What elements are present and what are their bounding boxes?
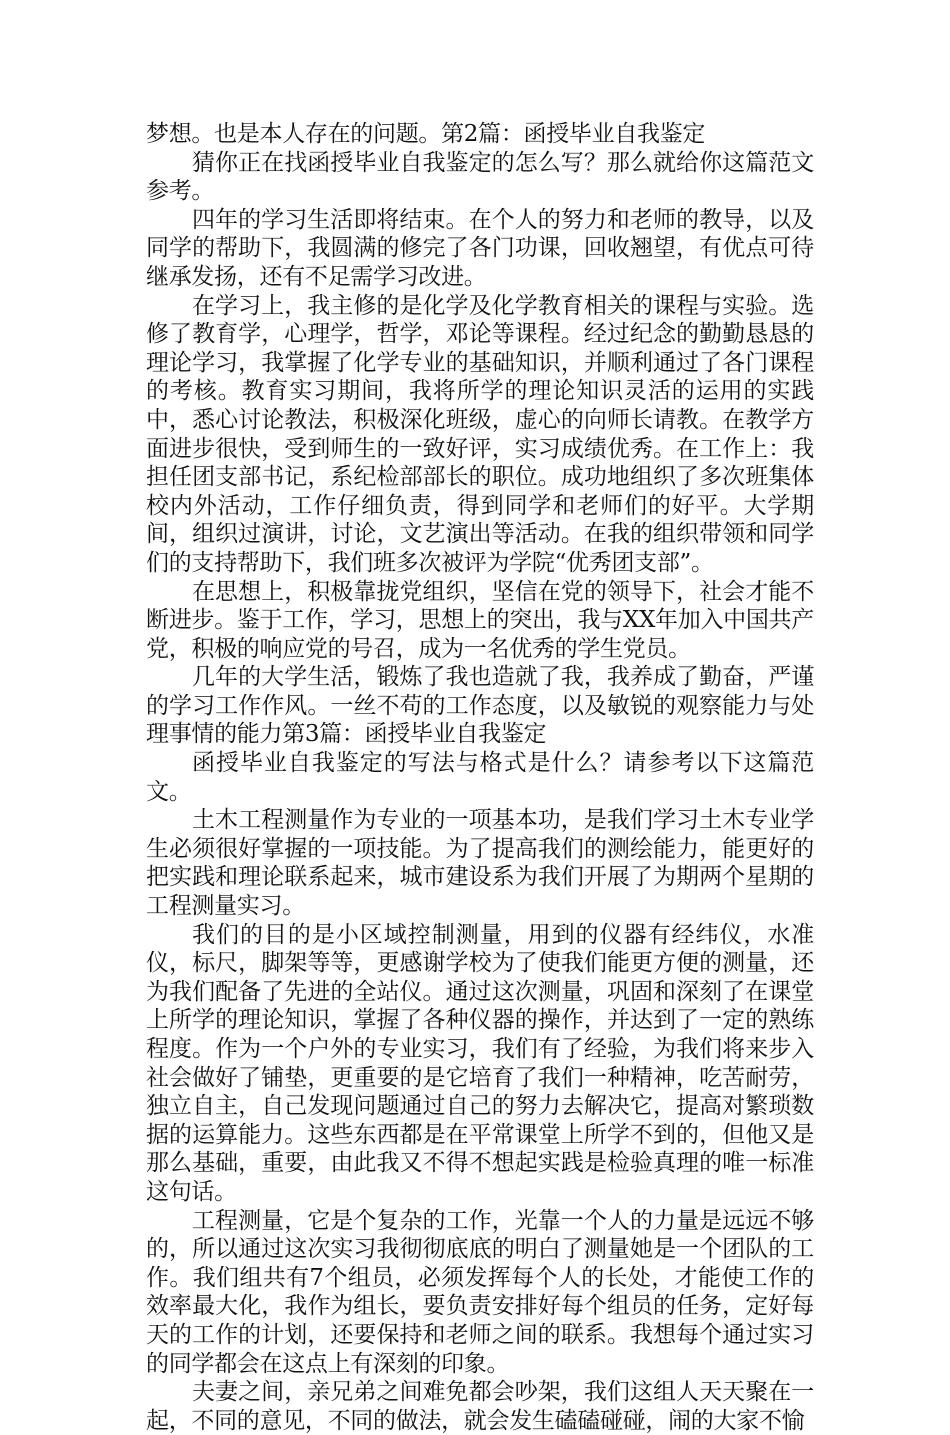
paragraph: 土木工程测量作为专业的一项基本功，是我们学习土木专业学生必须很好掌握的一项技能。为了提高我们的测绘能力，能更好的把实践和理论联系起来，城市建设系为我们开展了为期两个星期的工程测量实习。: [146, 807, 814, 920]
paragraph: 猜你正在找函授毕业自我鉴定的怎么写？那么就给你这篇范文参考。: [146, 149, 814, 205]
paragraph: 我们的目的是小区域控制测量，用到的仪器有经纬仪，水准仪，标尺，脚架等等，更感谢学校为了使我们能更方便的测量，还为我们配备了先进的全站仪。通过这次测量，巩固和深刻了在课堂上所学的理论知识，掌握了各种仪器的操作，并达到了一定的熟练程度。作为一个户外的专业实习，我们有了经验，为我们将来步入社会做好了铺垫，更重要的是它培育了我们一种精神，吃苦耐劳，独立自主，自己发现问题通过自己的努力去解决它，提高对繁琐数据的运算能力。这些东西都是在平常课堂上所学不到的，但他又是那么基础，重要，由此我又不得不想起实践是检验真理的唯一标准这句话。: [146, 921, 814, 1205]
paragraph: 在学习上，我主修的是化学及化学教育相关的课程与实验。选修了教育学，心理学，哲学，邓论等课程。经过纪念的勤勤恳恳的理论学习，我掌握了化学专业的基础知识，并顺利通过了各门课程的考核。教育实习期间，我将所学的理论知识灵活的运用的实践中，悉心讨论教法，积极深化班级，虚心的向师长请教。在教学方面进步很快，受到师生的一致好评，实习成绩优秀。在工作上：我担任团支部书记，系纪检部部长的职位。成功地组织了多次班集体校内外活动，工作仔细负责，得到同学和老师们的好平。大学期间，组织过演讲，讨论，文艺演出等活动。在我的组织带领和同学们的支持帮助下，我们班多次被评为学院“优秀团支部”。: [146, 292, 814, 576]
paragraph: 夫妻之间，亲兄弟之间难免都会吵架，我们这组人天天聚在一起，不同的意见，不同的做法，就会发生磕磕碰碰，闹的大家不愉: [146, 1379, 814, 1434]
paragraph: 函授毕业自我鉴定的写法与格式是什么？请参考以下这篇范文。: [146, 750, 814, 805]
paragraph: 工程测量，它是个复杂的工作，光靠一个人的力量是远远不够的，所以通过这次实习我彻彻底底的明白了测量她是一个团队的工作。我们组共有7个组员，必须发挥每个人的长处，才能使工作的效率最大化，我作为组长，要负责安排好每个组员的任务，定好每天的工作的计划，还要保持和老师之间的联系。我想每个通过实习的同学都会在这点上有深刻的印象。: [146, 1207, 814, 1377]
paragraph: 梦想。也是本人存在的问题。第2篇：函授毕业自我鉴定: [146, 121, 706, 147]
document-body: [146, 120, 814, 1435]
paragraph: 在思想上，积极靠拢党组织，坚信在党的领导下，社会才能不断进步。鉴于工作，学习，思想上的突出，我与XX年加入中国共产党，积极的响应党的号召，成为一名优秀的学生党员。: [146, 578, 814, 662]
paragraph: 几年的大学生活，锻炼了我也造就了我，我养成了勤奋，严谨的学习工作作风。一丝不苟的工作态度，以及敏锐的观察能力与处理事情的能力第3篇：函授毕业自我鉴定: [146, 664, 814, 748]
paragraph: 四年的学习生活即将结束。在个人的努力和老师的教导，以及同学的帮助下，我圆满的修完了各门功课，回收翘望，有优点可待继承发扬，还有不足需学习改进。: [146, 206, 814, 290]
